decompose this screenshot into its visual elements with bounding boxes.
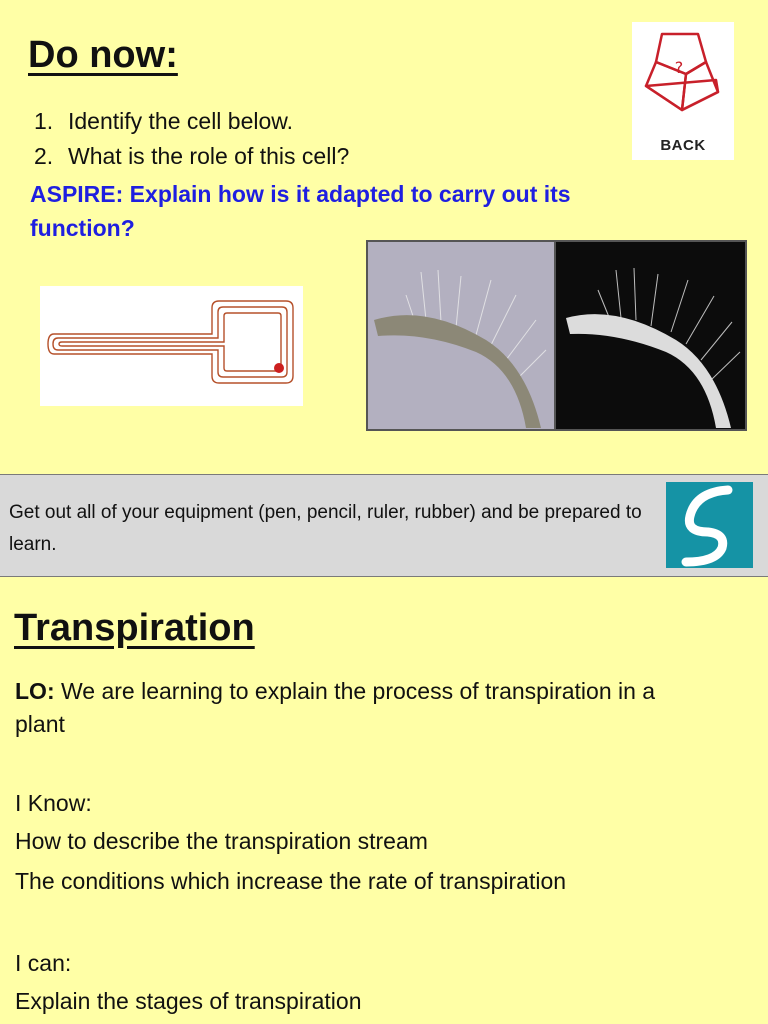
i-know-item: How to describe the transpiration stream xyxy=(15,828,428,854)
question-2 xyxy=(34,143,349,170)
i-can-heading: I can: xyxy=(15,950,72,976)
question-1-number: 1. xyxy=(34,108,54,134)
question-1-text: Identify the cell below. xyxy=(68,108,294,134)
s-logo xyxy=(666,482,753,568)
root-hair-cell-diagram xyxy=(40,286,303,406)
root-hair-micrograph xyxy=(366,240,747,431)
aspire-prompt: ASPIRE: Explain how is it adapted to carry out its function? xyxy=(30,181,571,241)
do-now-heading: Do now: xyxy=(28,34,178,76)
question-1 xyxy=(34,108,293,135)
lo-label: LO: xyxy=(15,678,55,704)
i-can-item: Explain the stages of transpiration xyxy=(15,988,362,1014)
question-2-text: What is the role of this cell? xyxy=(68,143,350,169)
back-button-label[interactable]: BACK xyxy=(660,137,706,154)
svg-text:?: ? xyxy=(674,58,684,77)
i-know-item: The conditions which increase the rate of transpiration xyxy=(15,868,567,894)
learning-objective xyxy=(15,675,695,741)
lo-text: We are learning to explain the process of transpiration in a plant xyxy=(15,678,656,737)
question-2-number: 2. xyxy=(34,143,54,169)
i-know-heading: I Know: xyxy=(15,790,92,816)
topic-title: Transpiration xyxy=(14,607,255,649)
equipment-banner-text: Get out all of your equipment (pen, pencil, ruler, rubber) and be prepared to learn. xyxy=(9,502,642,555)
